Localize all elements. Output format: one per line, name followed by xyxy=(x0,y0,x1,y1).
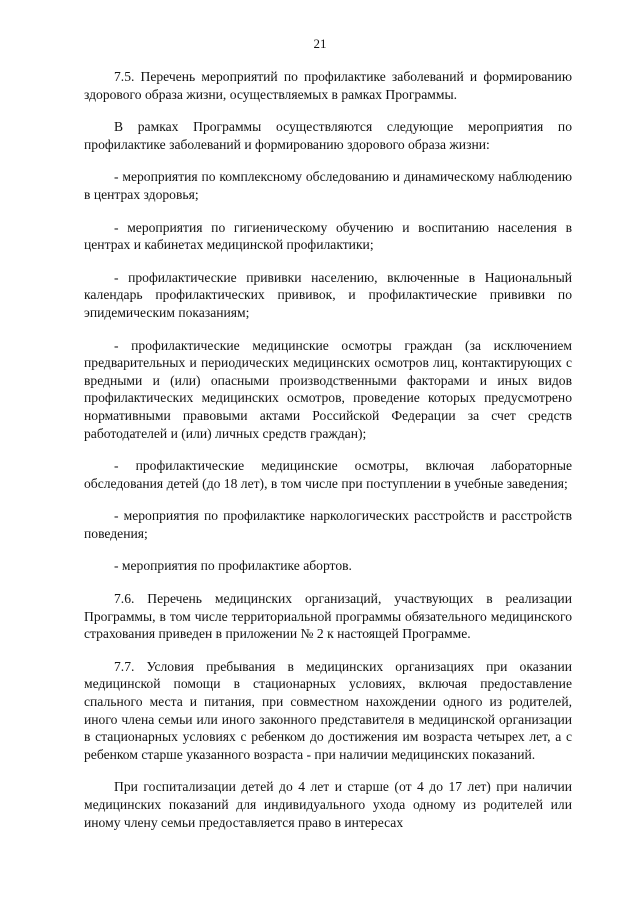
hospitalization-paragraph: При госпитализации детей до 4 лет и старше (от 4 до 17 лет) при наличии медицинских показаний для индивидуального ухода одному из родителей или иному члену семьи предоставляется право в интересах xyxy=(84,779,572,830)
section-7-7-paragraph: 7.7. Условия пребывания в медицинских организациях при оказании медицинской помощи в стационарных условиях, включая предоставление спального места и питания, при совместном нахождении одного из родителей, иного члена семьи или иного законного представителя в медицинской организации в стационарных условиях с ребенком до достижения им возраста четырех лет, а с ребенком старше указанного возраста - при наличии медицинских показаний. xyxy=(84,658,572,762)
list-item-abortion-prevention: - мероприятия по профилактике абортов. xyxy=(114,558,352,574)
page-number: 21 xyxy=(313,36,327,51)
section-7-6-paragraph: 7.6. Перечень медицинских организаций, участвующих в реализации Программы, в том числе территориальной программы обязательного медицинского страхования приведен в приложении № 2 к настоящей Программе. xyxy=(84,591,572,642)
list-item-hygiene-education: - мероприятия по гигиеническому обучению и воспитанию населения в центрах и кабинетах медицинской профилактики; xyxy=(84,219,572,253)
list-item-medical-examinations: - профилактические медицинские осмотры граждан (за исключением предварительных и периодических медицинских осмотров лиц, контактирующих с вредными и (или) опасными производственными факторами и иных видов профилактических медицинских осмотров, проведение которых предусмотрено нормативными правовыми актами Российской Федерации за счет средств работодателей и (или) личных средств граждан); xyxy=(84,337,572,441)
list-item-health-centers: - мероприятия по комплексному обследованию и динамическому наблюдению в центрах здоровья; xyxy=(84,169,572,202)
document-body xyxy=(84,68,572,846)
list-item-child-examinations: - профилактические медицинские осмотры, включая лабораторные обследования детей (до 18 лет), в том числе при поступлении в учебные заведения; xyxy=(84,458,572,491)
list-item-narcological-prevention: - мероприятия по профилактике наркологических расстройств и расстройств поведения; xyxy=(84,508,572,541)
measures-intro-paragraph: В рамках Программы осуществляются следующие мероприятия по профилактике заболеваний и формированию здорового образа жизни: xyxy=(84,119,572,152)
list-item-vaccinations: - профилактические прививки населению, включенные в Национальный календарь профилактических прививок, и профилактические прививки по эпидемическим показаниям; xyxy=(84,269,572,320)
section-7-5-heading: 7.5. Перечень мероприятий по профилактике заболеваний и формированию здорового образа жизни, осуществляемых в рамках Программы. xyxy=(84,69,572,102)
